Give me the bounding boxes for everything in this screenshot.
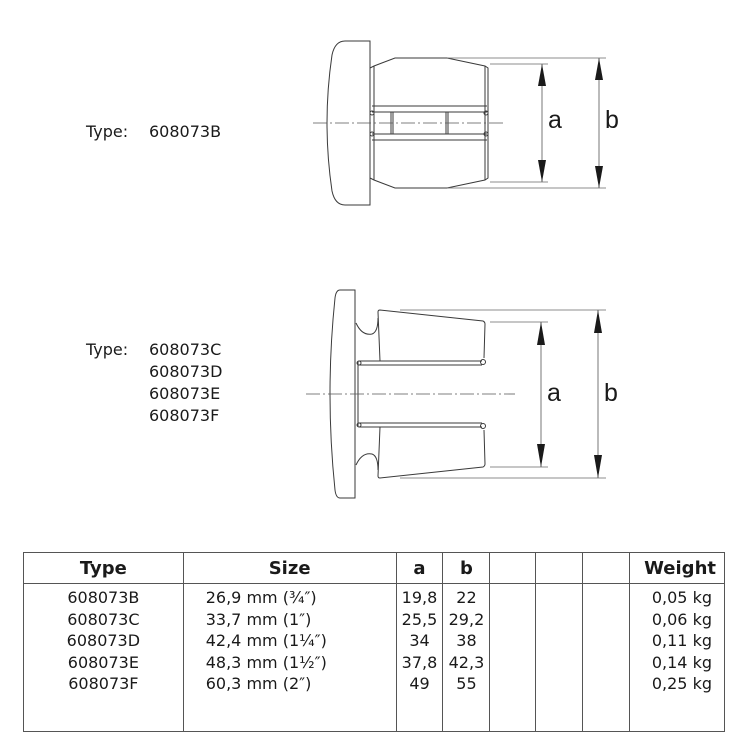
column-b	[443, 584, 490, 732]
arrow-down-icon	[538, 160, 546, 182]
arrow-down-icon	[595, 166, 603, 188]
specification-table	[23, 552, 725, 732]
arrow-down-icon	[594, 455, 602, 478]
type-code: 608073D	[149, 362, 223, 381]
type-code: 608073E	[149, 384, 221, 403]
table-cell: 48,3 mm (1½″)	[205, 652, 327, 672]
header-blank-3	[583, 553, 630, 584]
type-code: 608073F	[149, 406, 220, 425]
header-a: a	[396, 553, 443, 584]
table-cell: 38	[456, 631, 477, 650]
dimension-b-bottom	[594, 310, 602, 478]
column-blank-3	[583, 584, 630, 732]
end-cap-drawing-608073C-F	[306, 290, 606, 498]
dimension-label-b-bottom: b	[604, 379, 618, 407]
type-label-top	[86, 121, 221, 143]
table-cell: 34	[409, 631, 430, 650]
upper-prong	[378, 310, 485, 361]
table-cell: 29,2	[448, 609, 485, 629]
arrow-up-icon	[594, 310, 602, 333]
dimension-label-a-bottom: a	[547, 379, 561, 407]
column-size	[183, 584, 396, 732]
table-cell: 0,06 kg	[651, 609, 712, 629]
type-code: 608073B	[149, 122, 222, 141]
header-b: b	[443, 553, 490, 584]
table-cell: 608073C	[67, 609, 140, 629]
table-cell: 0,25 kg	[651, 674, 712, 693]
column-weight	[629, 584, 724, 732]
dimension-a-top	[538, 64, 546, 182]
arrow-up-icon	[595, 58, 603, 80]
header-size: Size	[183, 553, 396, 584]
dimension-label-b-top: b	[605, 106, 619, 134]
table-cell: 25,5	[401, 609, 438, 629]
type-prefix: Type:	[86, 122, 129, 141]
end-cap-drawing-608073B	[313, 41, 606, 205]
dimension-a-bottom	[537, 322, 545, 467]
table-cell: 22	[456, 588, 477, 607]
arrow-up-icon	[537, 322, 545, 345]
type-prefix: Type:	[86, 340, 129, 359]
arrow-up-icon	[538, 64, 546, 86]
table-cell: 26,9 mm (¾″)	[205, 588, 317, 607]
dimension-b-top	[595, 58, 603, 188]
table-cell: 42,4 mm (1¼″)	[205, 631, 327, 650]
table-cell: 42,3	[448, 652, 485, 672]
table-cell: 608073B	[67, 588, 140, 607]
table-cell: 0,11 kg	[651, 631, 712, 650]
table-cell: 0,05 kg	[651, 588, 712, 607]
header-blank-1	[490, 553, 536, 584]
table-cell: 608073D	[66, 631, 141, 650]
table-header-row	[24, 553, 725, 584]
table-cell: 33,7 mm (1″)	[205, 609, 312, 629]
table-cell: 55	[456, 674, 477, 693]
lower-prong	[378, 427, 485, 478]
column-a	[396, 584, 443, 732]
column-blank-1	[490, 584, 536, 732]
header-type: Type	[24, 553, 184, 584]
table-cell: 19,8	[401, 588, 438, 607]
dimension-label-a-top: a	[548, 106, 562, 134]
header-weight: Weight	[629, 553, 724, 584]
table-cell: 37,8	[401, 652, 438, 672]
header-blank-2	[536, 553, 583, 584]
column-blank-2	[536, 584, 583, 732]
arrow-down-icon	[537, 444, 545, 467]
type-label-bottom	[86, 339, 222, 427]
column-type	[24, 584, 184, 732]
table-cell: 60,3 mm (2″)	[205, 674, 312, 693]
table-cell: 0,14 kg	[651, 652, 712, 672]
table-body	[24, 584, 725, 732]
type-code: 608073C	[149, 340, 222, 359]
table-cell: 608073E	[67, 652, 139, 672]
table-cell: 608073F	[68, 674, 139, 693]
table-cell: 49	[409, 674, 430, 693]
